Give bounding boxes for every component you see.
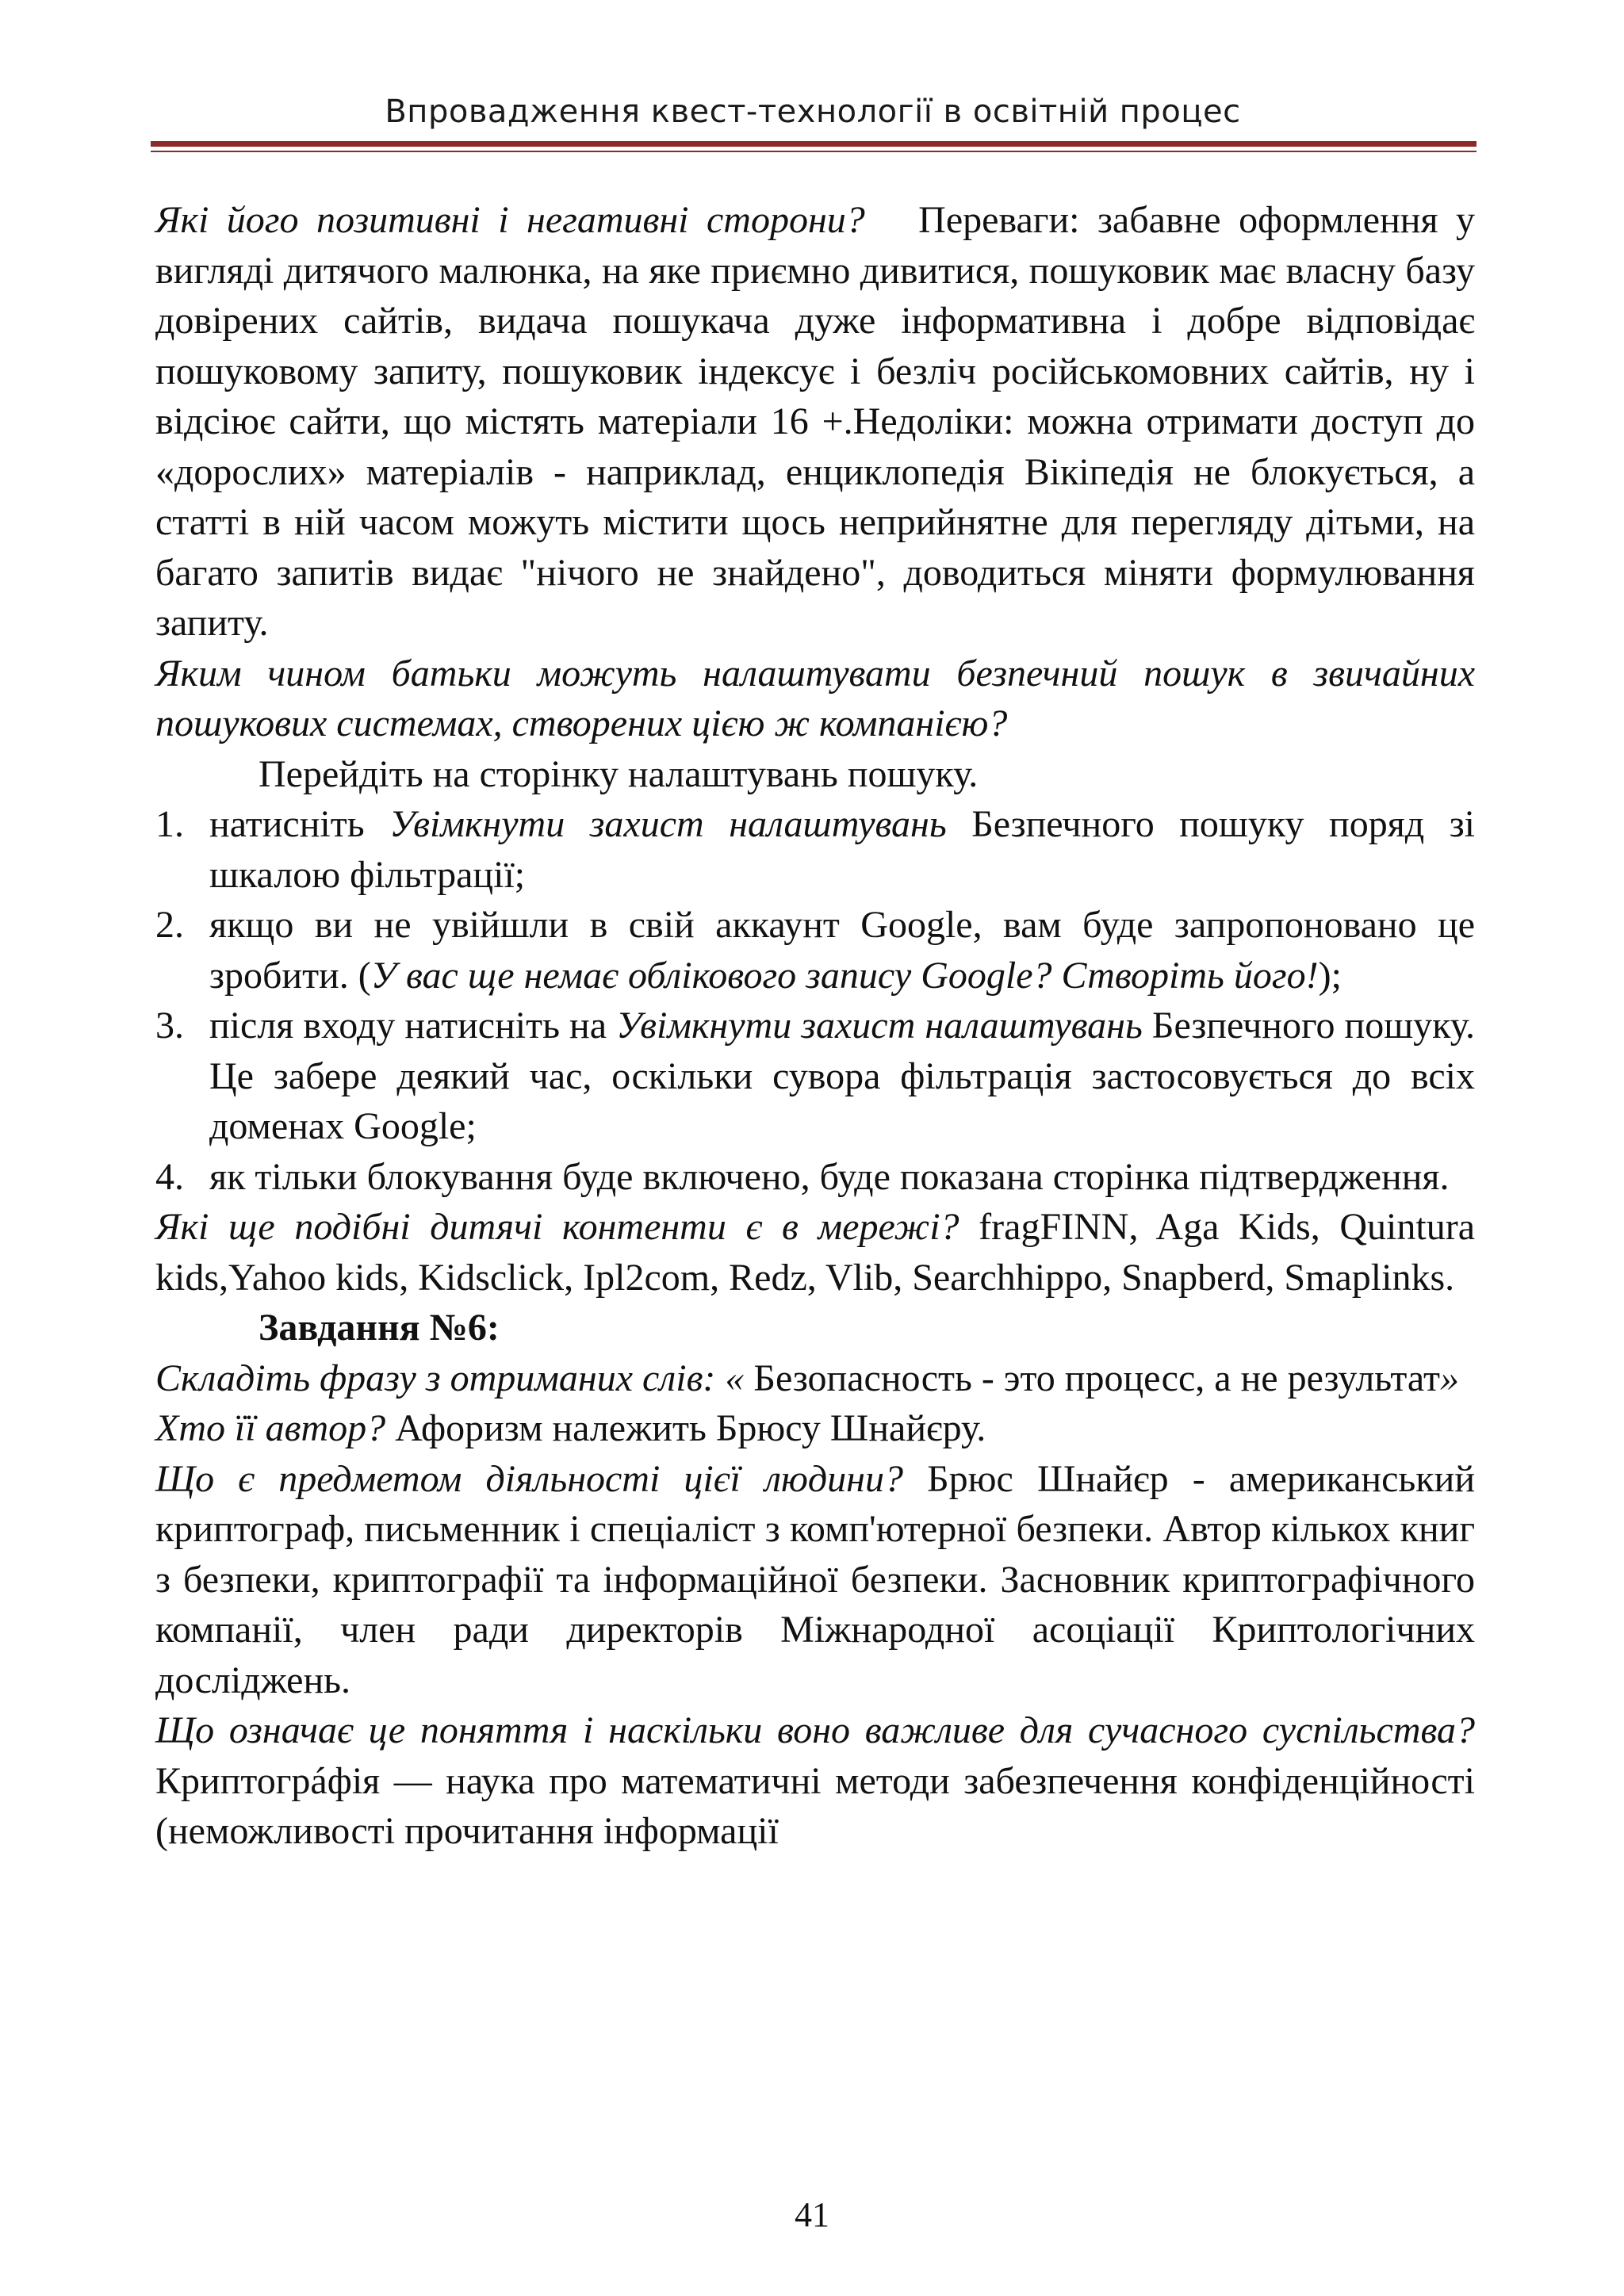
list-item xyxy=(155,1152,1475,1203)
paragraph-similar-services xyxy=(155,1202,1475,1303)
list-item-emphasis: У вас ще немає облікового запису Google? Створіть його! xyxy=(370,954,1319,997)
phrase-close-quote: » xyxy=(1439,1357,1459,1399)
list-item-text: як тільки блокування буде включено, буде показана сторінка підтвердження. xyxy=(209,1155,1450,1198)
answer-activity: Брюс Шнайєр - американський криптограф, письменник і спеціаліст з комп'ютерної безпеки. Автор кількох книг з безпеки, криптографії та інформаційної безпеки. Засновник криптографічного компанії, член ради директорів Міжнародної асоціації Криптологічних досліджень. xyxy=(155,1457,1475,1701)
list-item xyxy=(155,799,1475,900)
running-header-title: Впровадження квест-технології в освітній процес xyxy=(385,94,1241,130)
paragraph-cryptography xyxy=(155,1705,1475,1857)
question-activity: Що є предметом діяльності цієї людини? xyxy=(155,1457,903,1500)
question-phrase: Складіть фразу з отриманих слів: « xyxy=(155,1357,745,1399)
list-item-text: якщо ви не увійшли в свій аккаунт Google, вам буде запропоновано це зробити. ( xyxy=(209,904,1475,997)
list-item-emphasis: Увімкнути захист налаштувань xyxy=(389,803,947,845)
question-similar-services: Які ще подібні дитячі контенти є в мережі? xyxy=(155,1206,959,1248)
question-cryptography: Що означає це поняття і наскільки воно важливе для сучасного суспільства? xyxy=(155,1709,1475,1751)
list-item-number: 4. xyxy=(155,1155,184,1198)
paragraph-phrase xyxy=(155,1353,1475,1404)
paragraph-activity xyxy=(155,1454,1475,1706)
list-item-text: після входу натисніть на xyxy=(209,1004,617,1047)
header-rule-thin xyxy=(151,151,1477,152)
header-rule-thick xyxy=(151,141,1477,147)
list-item-text: ); xyxy=(1318,954,1342,997)
task-title: Завдання №6: xyxy=(259,1307,500,1349)
steps-list xyxy=(155,799,1475,1202)
answer-similar-services: fragFINN, Aga Kids, Quintura kids,Yahoo kids, Kidsclick, Ipl2com, Redz, Vlib, Searchhippo, Snapberd, Smaplinks. xyxy=(155,1206,1475,1299)
paragraph-advantages xyxy=(155,195,1475,649)
answer-phrase: Безопасность - это процесс, а не результат xyxy=(744,1357,1440,1399)
answer-author: Афоризм належить Брюсу Шнайєру. xyxy=(385,1407,986,1449)
page-number: 41 xyxy=(795,2195,829,2234)
list-item-number: 3. xyxy=(155,1004,184,1047)
paragraph-author xyxy=(155,1403,1475,1454)
list-item xyxy=(155,900,1475,1001)
answer-pros-cons: Переваги: забавне оформлення у вигляді дитячого малюнка, на яке приємно дивитися, пошуковик має власну базу довірених сайтів, видача пошукача дуже інформативна і добре відповідає пошуковому запиту, пошуковик індексує і безліч російськомовних сайтів, ну і відсіює сайти, що містять матеріали 16 +.Недоліки: можна отримати доступ до «дорослих» матеріалів - наприклад, енциклопедія Вікіпедія не блокується, а статті в ній часом можуть містити щось неприйнятне для перегляду дітьми, на багато запитів видає "нічого не знайдено", доводиться міняти формулювання запиту. xyxy=(155,199,1476,644)
list-item-number: 1. xyxy=(155,803,184,845)
list-item xyxy=(155,1001,1475,1152)
settings-intro-text: Перейдіть на сторінку налаштувань пошуку. xyxy=(259,752,979,795)
answer-cryptography: Криптогрáфія — наука про математичні методи забезпечення конфіденційності (неможливості прочитання інформації xyxy=(155,1759,1475,1852)
list-item-text: натисніть xyxy=(209,803,390,845)
list-item-text: Безпечного пошуку поряд зі шкалою фільтрації; xyxy=(209,803,1475,896)
question-pros-cons: Які його позитивні і негативні сторони? xyxy=(155,199,865,241)
list-item-text: Безпечного пошуку. Це забере деякий час, оскільки сувора фільтрація застосовується до всіх доменах Google; xyxy=(209,1004,1475,1147)
list-item-number: 2. xyxy=(155,904,184,946)
list-item-emphasis: Увімкнути захист налаштувань xyxy=(616,1004,1143,1047)
paragraph-parents-question xyxy=(155,649,1475,749)
task-heading xyxy=(155,1303,1475,1353)
question-author: Хто її автор? xyxy=(155,1407,386,1449)
paragraph-settings-intro xyxy=(155,749,1475,800)
page-body xyxy=(155,195,1475,1857)
question-safe-search: Яким чином батьки можуть налаштувати безпечний пошук в звичайних пошукових системах, створених цією ж компанією? xyxy=(155,652,1475,744)
